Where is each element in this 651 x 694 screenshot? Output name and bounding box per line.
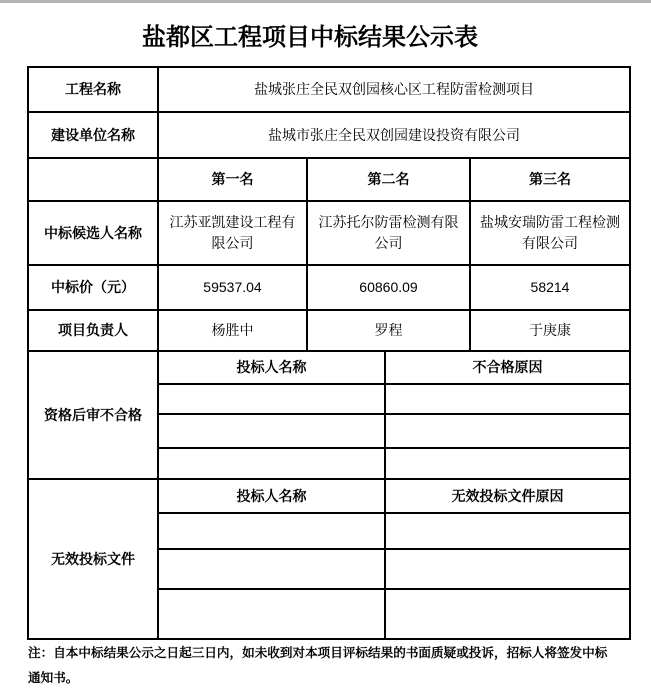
invalid-label: 无效投标文件 xyxy=(28,479,158,639)
empty-cell xyxy=(158,414,385,448)
price-2: 60860.09 xyxy=(307,265,470,310)
table-row xyxy=(28,201,630,265)
footer-note: 注：自本中标结果公示之日起三日内，如未收到对本项目评标结果的书面质疑或投诉，招标人将签发中标通知书。 xyxy=(28,646,608,685)
candidate-2: 江苏托尔防雷检测有限公司 xyxy=(307,201,470,265)
candidate-1: 江苏亚凯建设工程有限公司 xyxy=(158,201,307,265)
empty-cell xyxy=(385,513,630,549)
rank-header-3: 第三名 xyxy=(470,158,630,201)
table-row xyxy=(28,158,630,201)
table-row xyxy=(28,479,630,513)
candidates-label: 中标候选人名称 xyxy=(28,201,158,265)
empty-cell xyxy=(28,158,158,201)
project-name-label: 工程名称 xyxy=(28,67,158,112)
empty-cell xyxy=(385,448,630,479)
empty-cell xyxy=(385,589,630,639)
invalid-bidder-header: 投标人名称 xyxy=(158,479,385,513)
unqualified-reason-header: 不合格原因 xyxy=(385,351,630,384)
empty-cell xyxy=(385,384,630,414)
unqualified-bidder-header: 投标人名称 xyxy=(158,351,385,384)
empty-cell xyxy=(158,384,385,414)
table-row xyxy=(28,310,630,351)
empty-cell xyxy=(158,549,385,589)
table-row xyxy=(28,265,630,310)
empty-cell xyxy=(385,414,630,448)
leader-3: 于庚康 xyxy=(470,310,630,351)
table-row xyxy=(28,112,630,158)
table-row xyxy=(28,67,630,112)
invalid-reason-header: 无效投标文件原因 xyxy=(385,479,630,513)
empty-cell xyxy=(385,549,630,589)
unqualified-label: 资格后审不合格 xyxy=(28,351,158,479)
price-3: 58214 xyxy=(470,265,630,310)
rank-header-2: 第二名 xyxy=(307,158,470,201)
empty-cell xyxy=(158,448,385,479)
leader-1: 杨胜中 xyxy=(158,310,307,351)
project-name-value: 盐城张庄全民双创园核心区工程防雷检测项目 xyxy=(158,67,630,112)
price-1: 59537.04 xyxy=(158,265,307,310)
empty-cell xyxy=(158,589,385,639)
leader-2: 罗程 xyxy=(307,310,470,351)
price-label: 中标价（元） xyxy=(28,265,158,310)
window-edge-strip xyxy=(0,0,651,3)
bid-results-table xyxy=(27,66,631,640)
owner-value: 盐城市张庄全民双创园建设投资有限公司 xyxy=(158,112,630,158)
page-title: 盐都区工程项目中标结果公示表 xyxy=(142,24,478,51)
owner-label: 建设单位名称 xyxy=(28,112,158,158)
table-row xyxy=(28,351,630,384)
candidate-3: 盐城安瑞防雷工程检测有限公司 xyxy=(470,201,630,265)
rank-header-1: 第一名 xyxy=(158,158,307,201)
leader-label: 项目负责人 xyxy=(28,310,158,351)
empty-cell xyxy=(158,513,385,549)
